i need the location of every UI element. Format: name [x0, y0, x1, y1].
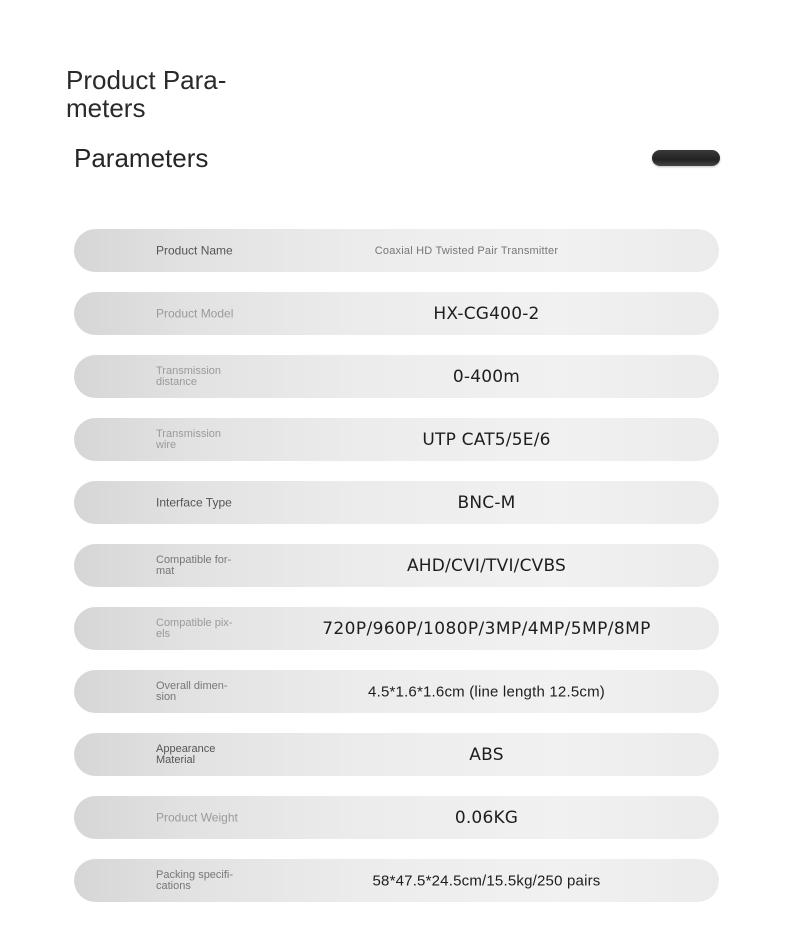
param-row-overall-dimension	[74, 670, 719, 713]
param-label-line-1: Appearance	[156, 742, 216, 755]
param-row-product-name	[74, 229, 719, 272]
param-value: Coaxial HD Twisted Pair Transmitter	[374, 244, 559, 257]
param-value: AHD/CVI/TVI/CVBS	[406, 555, 567, 576]
param-row-interface-type	[74, 481, 719, 524]
param-row-product-weight	[74, 796, 719, 839]
param-row-product-model	[74, 292, 719, 335]
param-label: Product Model	[156, 306, 234, 320]
page-title	[66, 66, 296, 122]
page-title-line-2: meters	[66, 93, 146, 123]
param-label-line-1: Transmission	[156, 364, 221, 377]
param-value: 720P/960P/1080P/3MP/4MP/5MP/8MP	[322, 618, 651, 639]
heading-decoration-bar	[652, 150, 720, 166]
param-label-line-2: wire	[156, 438, 177, 451]
param-label-line-2: mat	[156, 564, 175, 577]
param-value: 58*47.5*24.5cm/15.5kg/250 pairs	[372, 872, 601, 889]
param-label: Product Name	[156, 243, 233, 257]
param-row-compatible-format	[74, 544, 719, 587]
param-label-line-2: Material	[156, 753, 196, 766]
section-heading: Parameters	[74, 143, 209, 173]
param-label-line-1: Transmission	[156, 427, 221, 440]
param-label: Product Weight	[156, 810, 238, 824]
param-value: UTP CAT5/5E/6	[422, 429, 551, 450]
param-label-line-1: Overall dimen-	[156, 679, 228, 692]
param-value: HX-CG400-2	[433, 303, 540, 324]
param-label-line-2: distance	[156, 375, 197, 388]
param-label-line-2: cations	[156, 879, 191, 892]
param-value: 0.06KG	[454, 807, 519, 828]
param-row-packing-specifications	[74, 859, 719, 902]
param-value: 0-400m	[452, 366, 521, 387]
param-label-line-1: Compatible pix-	[156, 616, 233, 629]
param-row-compatible-pixels	[74, 607, 719, 650]
param-label-line-1: Packing specifi-	[156, 868, 234, 881]
param-value: BNC-M	[457, 492, 516, 513]
param-row-appearance-material	[74, 733, 719, 776]
param-label-line-1: Compatible for-	[156, 553, 232, 566]
param-label-line-2: els	[156, 627, 171, 640]
param-row-transmission-wire	[74, 418, 719, 461]
parameter-list	[74, 229, 719, 902]
page-title-line-1: Product Para-	[66, 65, 227, 95]
param-label-line-2: sion	[156, 690, 177, 703]
param-value: 4.5*1.6*1.6cm (line length 12.5cm)	[368, 683, 605, 700]
param-value: ABS	[469, 744, 504, 765]
param-label: Interface Type	[156, 495, 232, 509]
param-row-transmission-distance	[74, 355, 719, 398]
